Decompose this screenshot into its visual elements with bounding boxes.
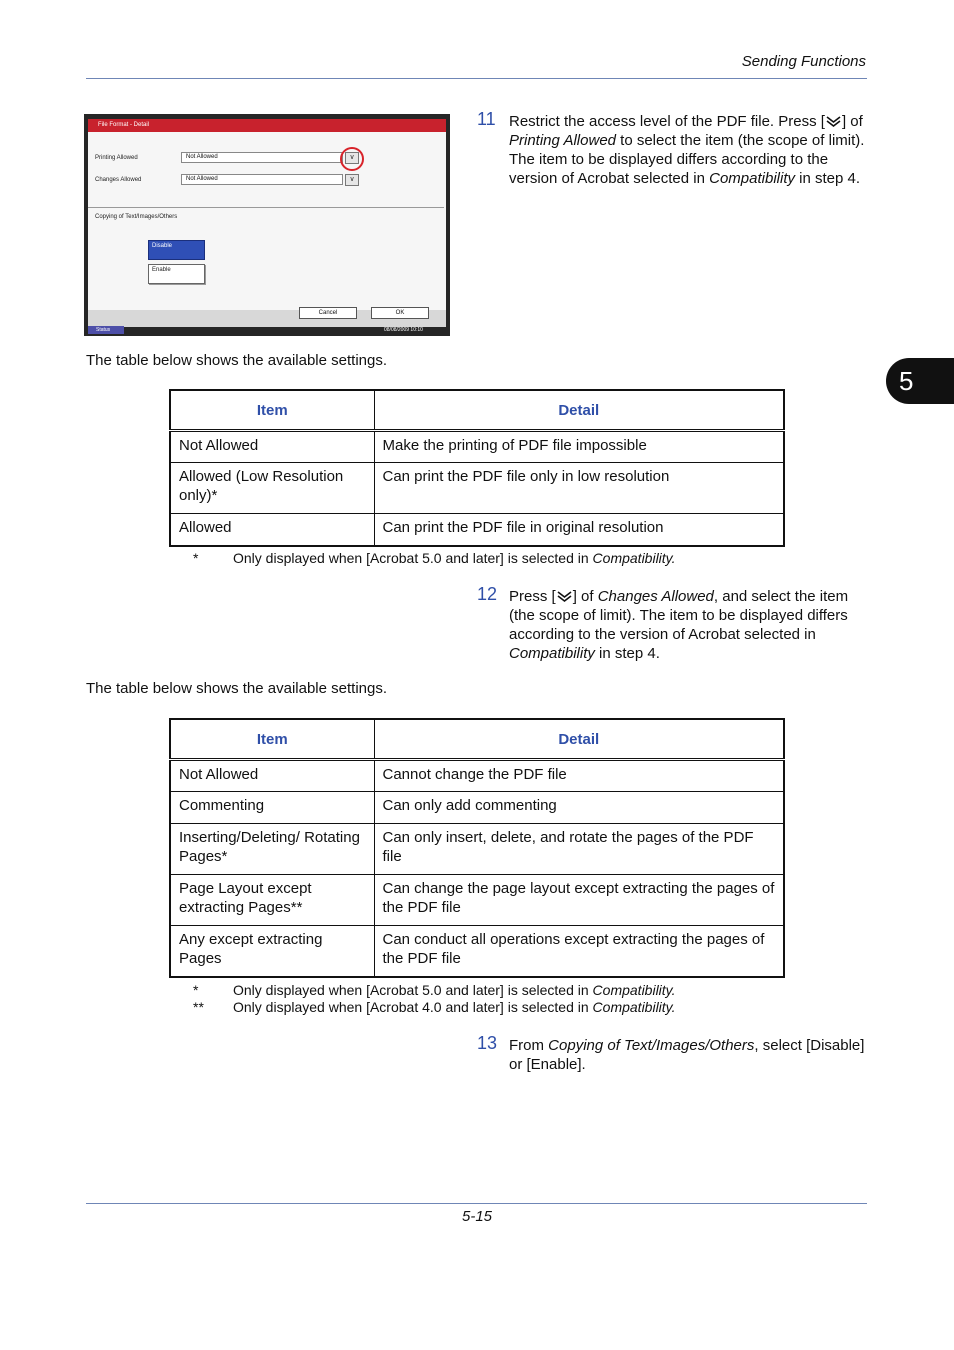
table-cell: Allowed (Low Resolution only)* — [170, 463, 374, 514]
table-cell: Can only insert, delete, and rotate the pages of the PDF file — [374, 824, 784, 875]
step-12-t4: , and select the item (the scope of limit). The item to be displayed differs according to the version of Acrobat selected in — [509, 588, 849, 643]
table-cell: Commenting — [170, 792, 374, 824]
table-row — [170, 926, 784, 977]
step-11-t1: Restrict the access level of the PDF file. Press [ — [509, 113, 825, 130]
status-button[interactable]: Status — [88, 326, 124, 334]
table-cell: Cannot change the PDF file — [374, 760, 784, 792]
step-12-t2: ] of — [572, 588, 598, 605]
step-12-compatibility: Compatibility — [509, 645, 595, 662]
table-cell: Inserting/Deleting/ Rotating Pages* — [170, 824, 374, 875]
changes-allowed-chevron-icon[interactable]: ∨ — [345, 174, 359, 186]
chapter-tab: 5 — [886, 358, 954, 404]
changes-allowed-label: Changes Allowed — [95, 177, 142, 183]
table-cell: Can change the page layout except extracting the pages of the PDF file — [374, 875, 784, 926]
footnote-text: Only displayed when [Acrobat 4.0 and later] is selected in — [233, 999, 593, 1015]
step-12-t1: Press [ — [509, 588, 556, 605]
table-row — [170, 760, 784, 792]
screen-title: File Format - Detail — [88, 119, 446, 132]
step-13-t3: , select [Disable] or [Enable]. — [509, 1037, 865, 1073]
disable-button[interactable]: Disable — [148, 240, 205, 260]
table-header-row — [170, 719, 784, 760]
table-2-footnote-2 — [233, 999, 676, 1016]
screen-panel — [88, 119, 446, 322]
printing-allowed-label: Printing Allowed — [95, 155, 138, 161]
step-12-text — [509, 587, 867, 663]
section-title: Sending Functions — [741, 53, 866, 70]
chevron-down-icon — [825, 115, 842, 128]
header-rule — [86, 78, 867, 79]
table-cell: Can only add commenting — [374, 792, 784, 824]
table-cell: Allowed — [170, 514, 374, 546]
footer-rule — [86, 1203, 867, 1204]
footnote-text: Only displayed when [Acrobat 5.0 and later] is selected in — [233, 982, 593, 998]
ok-button[interactable]: OK — [371, 307, 429, 319]
table-cell: Can print the PDF file only in low resolution — [374, 463, 784, 514]
item-header: Item — [170, 390, 374, 431]
footnote-mark: ** — [193, 999, 204, 1015]
table-header-row — [170, 390, 784, 431]
table-row — [170, 514, 784, 546]
step-12-changes-allowed: Changes Allowed — [597, 588, 714, 605]
step-11-t6: in step 4. — [795, 170, 861, 187]
cancel-button[interactable]: Cancel — [299, 307, 357, 319]
table-intro-2: The table below shows the available settings. — [86, 680, 388, 697]
table-cell: Can print the PDF file in original resolution — [374, 514, 784, 546]
step-11-compatibility: Compatibility — [709, 170, 795, 187]
footnote-mark: * — [193, 550, 199, 566]
step-12-t6: in step 4. — [594, 645, 660, 662]
table-cell: Any except extracting Pages — [170, 926, 374, 977]
step-13-t1: From — [509, 1037, 549, 1054]
highlight-circle — [340, 147, 364, 171]
footnote-em: Compatibility. — [592, 550, 676, 566]
step-13-copying: Copying of Text/Images/Others — [548, 1037, 755, 1054]
step-11-number: 11 — [477, 109, 496, 129]
table-cell: Make the printing of PDF file impossible — [374, 431, 784, 463]
printing-allowed-dropdown[interactable]: Not Allowed — [181, 152, 343, 163]
footnote-em: Compatibility. — [592, 999, 676, 1015]
table-2-footnote-1 — [233, 982, 676, 999]
table-row — [170, 463, 784, 514]
changes-allowed-table — [169, 718, 785, 978]
detail-header: Detail — [374, 719, 784, 760]
table-row — [170, 824, 784, 875]
table-intro-1: The table below shows the available settings. — [86, 352, 388, 369]
table-row — [170, 875, 784, 926]
changes-allowed-dropdown[interactable]: Not Allowed — [181, 174, 343, 185]
table-cell: Can conduct all operations except extracting the pages of the PDF file — [374, 926, 784, 977]
step-13-number: 13 — [477, 1033, 498, 1053]
footnote-em: Compatibility. — [592, 982, 676, 998]
footnote-text: Only displayed when [Acrobat 5.0 and later] is selected in — [233, 550, 593, 566]
step-13-text — [509, 1036, 867, 1074]
enable-button[interactable]: Enable — [148, 264, 205, 284]
device-screenshot — [84, 114, 450, 336]
table-cell: Not Allowed — [170, 760, 374, 792]
screen-datetime: 08/08/2009 10:10 — [384, 327, 423, 333]
table-cell: Page Layout except extracting Pages** — [170, 875, 374, 926]
step-11-printing-allowed: Printing Allowed — [509, 132, 616, 149]
table-row — [170, 431, 784, 463]
item-header: Item — [170, 719, 374, 760]
footnote-mark: * — [193, 982, 199, 998]
table-row — [170, 792, 784, 824]
detail-header: Detail — [374, 390, 784, 431]
screen-divider — [88, 207, 444, 208]
printing-allowed-table — [169, 389, 785, 547]
step-11-text — [509, 112, 865, 188]
table-1-footnote — [233, 550, 676, 567]
chevron-down-icon — [556, 590, 573, 603]
page-number: 5-15 — [461, 1208, 493, 1225]
table-cell: Not Allowed — [170, 431, 374, 463]
step-11-t2: ] of — [841, 113, 863, 130]
copying-label: Copying of Text/Images/Others — [95, 214, 178, 220]
step-11-t4: to select the item (the scope of limit). The item to be displayed differs according to the version of Acrobat selected in — [509, 132, 865, 187]
printing-allowed-chevron-icon[interactable]: ∨ — [345, 152, 359, 164]
step-12-number: 12 — [477, 584, 498, 604]
